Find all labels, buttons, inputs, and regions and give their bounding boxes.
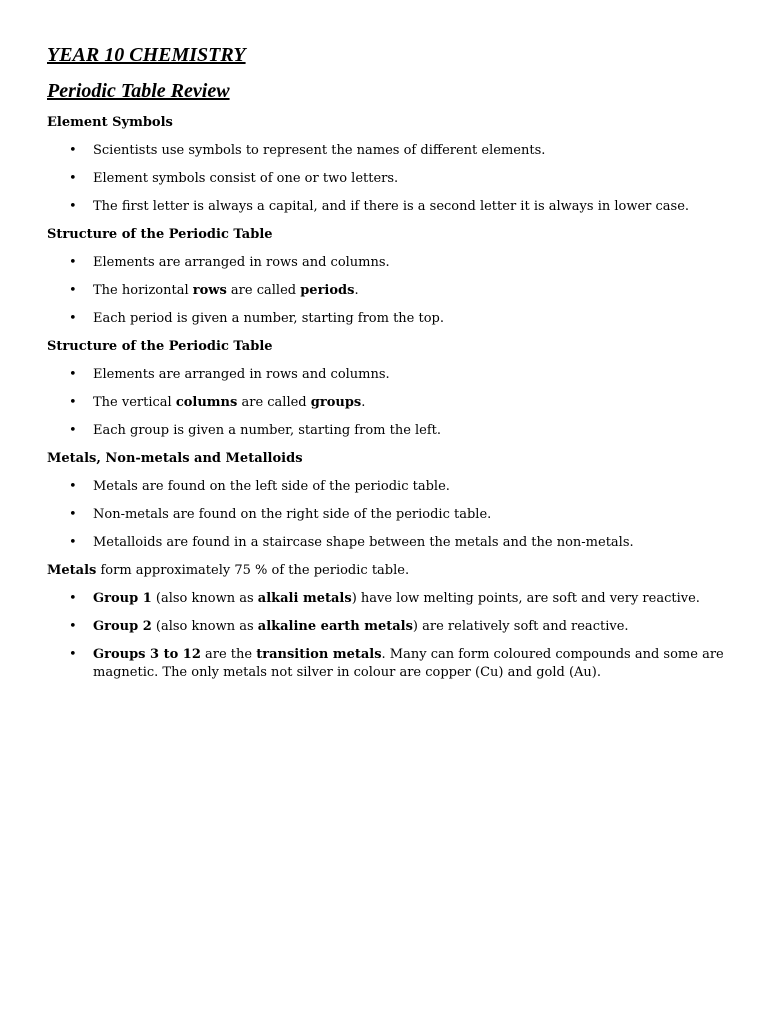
bullet-icon: • (69, 255, 77, 270)
item-text-bold: Group 2 (93, 619, 152, 634)
section-heading: Metals, Non-metals and Metalloids (47, 451, 303, 466)
section-metals-nonmetals (47, 450, 727, 552)
list-item (47, 618, 727, 636)
item-text: Scientists use symbols to represent the names of different elements. (93, 143, 546, 158)
item-text-part: ) are relatively soft and reactive. (412, 619, 629, 634)
item-text: Each period is given a number, starting from the top. (93, 311, 445, 326)
list-item (47, 198, 727, 216)
bullet-icon: • (69, 143, 77, 158)
bullet-icon: • (69, 507, 77, 522)
item-text-part: are called (226, 283, 301, 298)
metals-paragraph (47, 562, 727, 580)
section-metals (47, 562, 727, 682)
list-item (47, 394, 727, 412)
bullet-icon: • (69, 479, 77, 494)
item-text-bold: groups (310, 395, 362, 410)
item-text: Metalloids are found in a staircase shape between the metals and the non-metals. (93, 535, 634, 550)
item-text-part: ) have low melting points, are soft and very reactive. (351, 591, 700, 606)
item-text-part: . Many can form coloured compounds and some are magnetic. The only metals not silver in colour are copper (Cu) and gold (Au). (93, 647, 724, 680)
page-title: YEAR 10 CHEMISTRY (47, 44, 246, 66)
bullet-icon: • (69, 619, 77, 634)
document-page (47, 42, 727, 682)
section-structure-columns (47, 338, 727, 440)
bullet-icon: • (69, 311, 77, 326)
bullet-icon: • (69, 171, 77, 186)
page-subtitle: Periodic Table Review (47, 80, 230, 102)
item-text-bold: alkali metals (257, 591, 352, 606)
item-text-bold: columns (175, 395, 238, 410)
bullet-list (47, 254, 727, 328)
item-text-part: . (354, 283, 359, 298)
item-text-part: . (361, 395, 366, 410)
bullet-list (47, 478, 727, 552)
item-text: Elements are arranged in rows and columns. (93, 367, 390, 382)
item-text-bold: rows (192, 283, 227, 298)
item-text-part: (also known as (151, 591, 258, 606)
item-text-bold: transition metals (256, 647, 382, 662)
item-text-bold: alkaline earth metals (257, 619, 413, 634)
item-text: Elements are arranged in rows and columns. (93, 255, 390, 270)
item-text-bold: Group 1 (93, 591, 152, 606)
item-text-part: The vertical (93, 395, 176, 410)
metals-bold: Metals (47, 563, 97, 578)
bullet-list (47, 142, 727, 216)
list-item (47, 478, 727, 496)
section-heading: Structure of the Periodic Table (47, 339, 273, 354)
item-text-part: (also known as (151, 619, 258, 634)
list-item (47, 422, 727, 440)
list-item (47, 142, 727, 160)
item-text: Each group is given a number, starting from the left. (93, 423, 442, 438)
section-heading: Structure of the Periodic Table (47, 227, 273, 242)
list-item (47, 590, 727, 608)
list-item (47, 170, 727, 188)
bullet-icon: • (69, 647, 77, 662)
list-item (47, 310, 727, 328)
list-item (47, 282, 727, 300)
item-text-part: are the (200, 647, 257, 662)
bullet-icon: • (69, 395, 77, 410)
item-text-bold: Groups 3 to 12 (93, 647, 201, 662)
item-text-part: The horizontal (93, 283, 193, 298)
item-text-bold: periods (300, 283, 355, 298)
list-item (47, 534, 727, 552)
list-item (47, 254, 727, 272)
section-structure-rows (47, 226, 727, 328)
bullet-icon: • (69, 199, 77, 214)
item-text: Metals are found on the left side of the periodic table. (93, 479, 450, 494)
bullet-icon: • (69, 283, 77, 298)
bullet-icon: • (69, 591, 77, 606)
item-text-part: are called (237, 395, 311, 410)
list-item (47, 646, 727, 682)
bullet-list (47, 590, 727, 682)
item-text: Element symbols consist of one or two letters. (93, 171, 399, 186)
section-heading: Element Symbols (47, 115, 173, 130)
list-item (47, 506, 727, 524)
section-element-symbols (47, 114, 727, 216)
item-text: The first letter is always a capital, and if there is a second letter it is always in lower case. (93, 199, 690, 214)
metals-text: form approximately 75 % of the periodic table. (96, 563, 410, 578)
list-item (47, 366, 727, 384)
bullet-icon: • (69, 423, 77, 438)
bullet-icon: • (69, 535, 77, 550)
item-text: Non-metals are found on the right side of the periodic table. (93, 507, 492, 522)
bullet-icon: • (69, 367, 77, 382)
bullet-list (47, 366, 727, 440)
